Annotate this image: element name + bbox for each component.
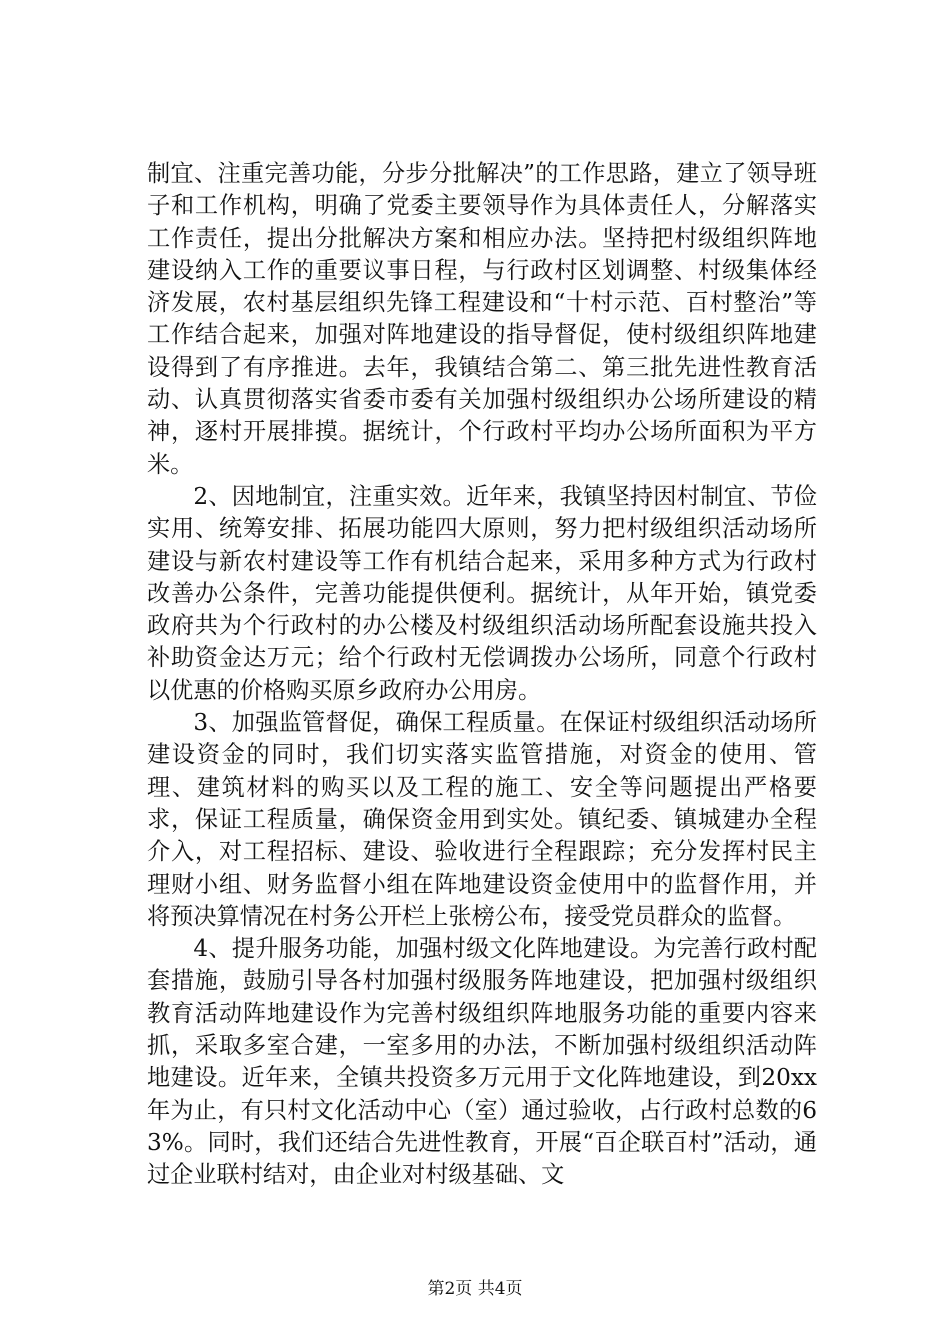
- page-number-footer: 第2页 共4页: [427, 1279, 523, 1299]
- paragraph-4: 4、提升服务功能，加强村级文化阵地建设。为完善行政村配套措施，鼓励引导各村加强村级服务阵地建设，把加强村级组织教育活动阵地建设作为完善村级组织阵地服务功能的重要内容来抓，采取多室合建，一室多用的办法，不断加强村级组织活动阵地建设。近年来，全镇共投资多万元用于文化阵地建设，到20xx年为止，有只村文化活动中心（室）通过验收，占行政村总数的63%。同时，我们还结合先进性教育，开展“百企联百村”活动，通过企业联村结对，由企业对村级基础、文: [147, 935, 817, 1189]
- paragraph-1: 制宜、注重完善功能，分步分批解决”的工作思路，建立了领导班子和工作机构，明确了党委主要领导作为具体责任人，分解落实工作责任，提出分批解决方案和相应办法。坚持把村级组织阵地建设纳入工作的重要议事日程，与行政村区划调整、村级集体经济发展，农村基层组织先锋工程建设和“十村示范、百村整治”等工作结合起来，加强对阵地建设的指导督促，使村级组织阵地建设得到了有序推进。去年，我镇结合第二、第三批先进性教育活动、认真贯彻落实省委市委有关加强村级组织办公场所建设的精神，逐村开展排摸。据统计，个行政村平均办公场所面积为平方米。: [147, 160, 817, 478]
- paragraph-3: 3、加强监管督促，确保工程质量。在保证村级组织活动场所建设资金的同时，我们切实落实监管措施，对资金的使用、管理、建筑材料的购买以及工程的施工、安全等问题提出严格要求，保证工程质量，确保资金用到实处。镇纪委、镇城建办全程介入，对工程招标、建设、验收进行全程跟踪；充分发挥村民主理财小组、财务监督小组在阵地建设资金使用中的监督作用，并将预决算情况在村务公开栏上张榜公布，接受党员群众的监督。: [147, 709, 817, 930]
- document-body: [147, 158, 817, 1192]
- paragraph-2: 2、因地制宜，注重实效。近年来，我镇坚持因村制宜、节俭实用、统筹安排、拓展功能四大原则，努力把村级组织活动场所建设与新农村建设等工作有机结合起来，采用多种方式为行政村改善办公条件，完善功能提供便利。据统计，从年开始，镇党委政府共为个行政村的办公楼及村级组织活动场所配套设施共投入补助资金达万元；给个行政村无偿调拨办公场所，同意个行政村以优惠的价格购买原乡政府办公用房。: [147, 482, 817, 704]
